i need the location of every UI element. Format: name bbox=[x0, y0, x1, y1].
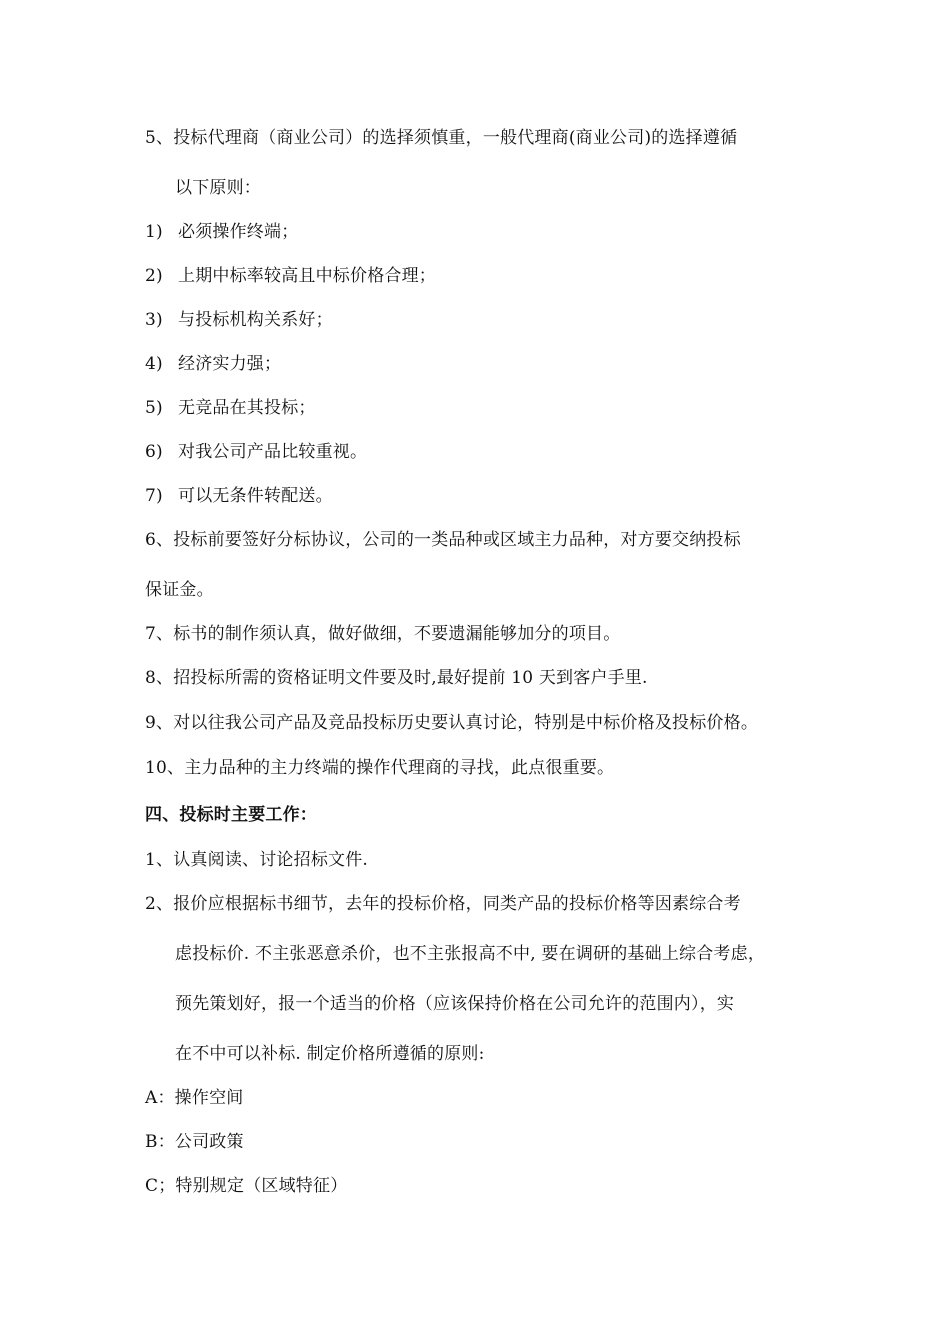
list-item-text: 可以无条件转配送。 bbox=[178, 486, 333, 506]
list-item-text: 经济实力强； bbox=[178, 354, 282, 374]
list-item-1 bbox=[145, 220, 298, 244]
paragraph-text: A：操作空间 bbox=[145, 1088, 244, 1108]
paragraph-10 bbox=[145, 756, 614, 780]
list-item-number: 6) bbox=[145, 442, 163, 462]
paragraph-text: 1、认真阅读、讨论招标文件. bbox=[145, 850, 369, 870]
paragraph-text: 6、投标前要签好分标协议，公司的一类品种或区域主力品种，对方要交纳投标 bbox=[145, 530, 741, 550]
section-item-2-line-2 bbox=[175, 942, 765, 966]
paragraph-text: 2、报价应根据标书细节，去年的投标价格，同类产品的投标价格等因素综合考 bbox=[145, 894, 741, 914]
list-item-number: 5) bbox=[145, 398, 163, 418]
paragraph-text: 在不中可以补标. 制定价格所遵循的原则: bbox=[175, 1044, 485, 1064]
paragraph-6-line-2 bbox=[145, 578, 214, 602]
list-item-number: 3) bbox=[145, 310, 163, 330]
section-heading bbox=[145, 803, 317, 827]
list-item-number: 2) bbox=[145, 266, 163, 286]
list-item-text: 必须操作终端； bbox=[178, 222, 299, 242]
list-item-5 bbox=[145, 396, 316, 420]
paragraph-text: 保证金。 bbox=[145, 580, 214, 600]
list-item-text: 上期中标率较高且中标价格合理； bbox=[178, 266, 436, 286]
list-item-7 bbox=[145, 484, 333, 508]
list-item-6 bbox=[145, 440, 367, 464]
section-item-2-line-3 bbox=[175, 992, 734, 1016]
paragraph-text: 虑投标价. 不主张恶意杀价，也不主张报高不中, 要在调研的基础上综合考虑， bbox=[175, 944, 766, 964]
principle-c bbox=[145, 1174, 347, 1198]
paragraph-7 bbox=[145, 622, 620, 646]
list-item-number: 1) bbox=[145, 222, 163, 242]
list-item-text: 对我公司产品比较重视。 bbox=[178, 442, 368, 462]
paragraph-text: 9、对以往我公司产品及竞品投标历史要认真讨论，特别是中标价格及投标价格。 bbox=[145, 713, 759, 733]
principle-a bbox=[145, 1086, 243, 1110]
list-item-number: 7) bbox=[145, 486, 163, 506]
list-item-4 bbox=[145, 352, 281, 376]
paragraph-text: 以下原则： bbox=[175, 178, 261, 198]
paragraph-6-line-1 bbox=[145, 528, 741, 552]
section-item-2-line-4 bbox=[175, 1042, 485, 1066]
paragraph-text: C；特别规定（区域特征） bbox=[145, 1176, 348, 1196]
section-item-1 bbox=[145, 848, 368, 872]
paragraph-text: B：公司政策 bbox=[145, 1132, 244, 1152]
paragraph-text: 10、主力品种的主力终端的操作代理商的寻找，此点很重要。 bbox=[145, 758, 615, 778]
paragraph-5-line-1 bbox=[145, 126, 737, 150]
list-item-number: 4) bbox=[145, 354, 163, 374]
paragraph-text: 7、标书的制作须认真，做好做细，不要遗漏能够加分的项目。 bbox=[145, 624, 621, 644]
list-item-3 bbox=[145, 308, 333, 332]
heading-text: 四、投标时主要工作： bbox=[145, 805, 317, 825]
paragraph-5-line-2 bbox=[175, 176, 261, 200]
section-item-2-line-1 bbox=[145, 892, 741, 916]
list-item-2 bbox=[145, 264, 436, 288]
paragraph-text: 8、招投标所需的资格证明文件要及时,最好提前 10 天到客户手里. bbox=[145, 668, 648, 688]
paragraph-text: 预先策划好，报一个适当的价格（应该保持价格在公司允许的范围内），实 bbox=[175, 994, 735, 1014]
paragraph-text: 5、投标代理商（商业公司）的选择须慎重，一般代理商(商业公司)的选择遵循 bbox=[145, 128, 738, 148]
principle-b bbox=[145, 1130, 244, 1154]
paragraph-9 bbox=[145, 711, 758, 735]
paragraph-8 bbox=[145, 666, 648, 690]
list-item-text: 与投标机构关系好； bbox=[178, 310, 333, 330]
list-item-text: 无竞品在其投标； bbox=[178, 398, 316, 418]
